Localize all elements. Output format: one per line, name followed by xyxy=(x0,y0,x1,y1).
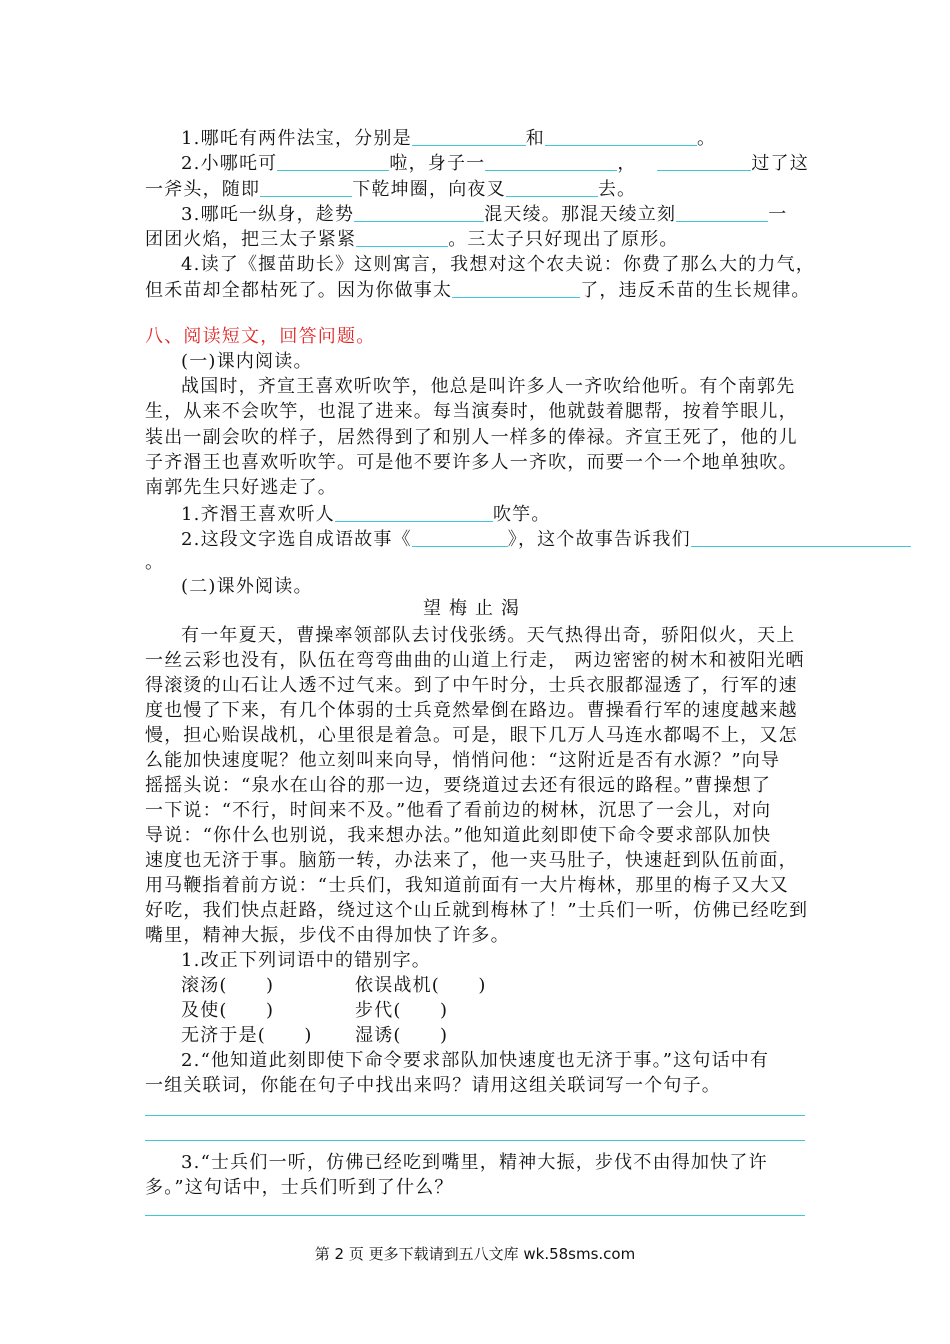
question-3-line-1 xyxy=(181,202,787,226)
page-footer: 第 2 页 更多下载请到五八文库 wk.58sms.com xyxy=(314,1245,636,1263)
passage-2-line: 有一年夏天，曹操率领部队去讨伐张绣。天气热得出奇，骄阳似火，天上 xyxy=(181,625,796,646)
answer-line[interactable] xyxy=(145,1140,805,1141)
passage-1-line: 南郭先生只好逃走了。 xyxy=(145,477,337,498)
q3-text-d: 团团火焰，把三太子紧紧 xyxy=(145,229,357,250)
answer-line[interactable] xyxy=(145,1115,805,1116)
answer-line[interactable] xyxy=(145,1215,805,1216)
part-2-question-1: 1.改正下列词语中的错别字。 xyxy=(181,950,431,971)
q2-blank-1[interactable] xyxy=(277,151,389,171)
passage-2-line: 一丝云彩也没有，队伍在弯弯曲曲的山道上行走， 两边密密的树木和被阳光晒 xyxy=(145,650,805,671)
part-1-question-2-end: 。 xyxy=(145,552,165,573)
q2-blank-3[interactable] xyxy=(657,151,751,171)
p1q1-blank[interactable] xyxy=(335,502,493,522)
passage-1-line: 子齐湣王也喜欢听吹竽。可是他不要许多人一齐吹，而要一个一个地单独吹。 xyxy=(145,452,798,473)
part-2-question-3-line: 多。”这句话中，士兵们听到了什么？ xyxy=(145,1177,454,1198)
q1-blank-2[interactable] xyxy=(545,126,697,146)
q3-text-e: 。三太子只好现出了原形。 xyxy=(448,229,679,250)
q3-text-c: 一 xyxy=(768,204,788,225)
passage-2-line: 么能加快速度呢？他立刻叫来向导，悄悄问他：“这附近是否有水源？”向导 xyxy=(145,750,781,771)
passage-2-line: 用马鞭指着前方说：“士兵们，我知道前面有一大片梅林，那里的梅子又大又 xyxy=(145,875,789,896)
part-1-question-1 xyxy=(181,502,551,526)
question-4-line-1 xyxy=(181,253,815,277)
passage-2-line: 慢，担心贻误战机，心里很是着急。可是，眼下几万人马连水都喝不上，又怎 xyxy=(145,725,798,746)
passage-2-line: 摇摇头说：“泉水在山谷的那一边，要绕道过去还有很远的路程。”曹操想了 xyxy=(145,775,772,796)
question-1 xyxy=(181,126,716,150)
part-2-question-3-line: 3.“士兵们一听，仿佛已经吃到嘴里，精神大振，步伐不由得加快了许 xyxy=(181,1152,768,1173)
part-1-label: (一)课内阅读。 xyxy=(181,351,313,372)
q2-text-f: 下乾坤圈，向夜叉 xyxy=(352,179,506,200)
correction-word[interactable]: 无济于是( ) xyxy=(181,1025,313,1046)
q4-text-b: 但禾苗却全都枯死了。因为你做事太 xyxy=(145,280,453,301)
q3-blank-1[interactable] xyxy=(354,202,484,222)
correction-word[interactable]: 及使( ) xyxy=(181,1000,275,1021)
p1q1-text: 1.齐湣王喜欢听人 xyxy=(181,504,335,525)
q3-text: 3.哪吒一纵身，趁势 xyxy=(181,204,355,225)
q2-blank-5[interactable] xyxy=(506,177,598,197)
correction-word[interactable]: 湿诱( ) xyxy=(355,1025,449,1046)
part-2-question-2-line: 一组关联词，你能在句子中找出来吗？请用这组关联词写一个句子。 xyxy=(145,1075,721,1096)
p1q2-blank-1[interactable] xyxy=(412,527,508,547)
passage-1-line: 生，从来不会吹竽，也混了进来。每当演奏时，他就鼓着腮帮，按着竽眼儿， xyxy=(145,401,798,422)
correction-word[interactable]: 滚汤( ) xyxy=(181,975,275,996)
section-heading: 八、阅读短文，回答问题。 xyxy=(145,326,376,347)
passage-2-line: 导说：“你什么也别说，我来想办法。”他知道此刻即使下命令要求部队加快 xyxy=(145,825,772,846)
correction-word[interactable]: 依误战机( ) xyxy=(355,975,487,996)
q1-blank-1[interactable] xyxy=(412,126,526,146)
passage-2-line: 度也慢了下来，有几个体弱的士兵竟然晕倒在路边。曹操看行军的速度越来越 xyxy=(145,700,798,721)
q2-text-b: 啦，身子一 xyxy=(389,153,486,174)
passage-2-line: 嘴里，精神大振，步伐不由得加快了许多。 xyxy=(145,925,510,946)
q2-text-e: 一斧头，随即 xyxy=(145,179,261,200)
story-title: 望梅止渴 xyxy=(423,598,527,619)
passage-2-line: 得滚烫的山石让人透不过气来。到了中午时分，士兵衣服都湿透了，行军的速 xyxy=(145,675,798,696)
q4-blank-1[interactable] xyxy=(452,278,580,298)
q2-text-g: 去。 xyxy=(597,179,637,200)
question-4-line-2 xyxy=(145,278,811,302)
part-2-question-2-line: 2.“他知道此刻即使下命令要求部队加快速度也无济于事。”这句话中有 xyxy=(181,1050,770,1071)
q2-text-c: ， xyxy=(617,153,637,174)
question-2-line-1 xyxy=(181,151,809,175)
p1q1-text-b: 吹竽。 xyxy=(492,504,551,525)
q2-text: 2.小哪吒可 xyxy=(181,153,278,174)
p1q2-blank-2[interactable] xyxy=(691,527,911,547)
q1-text: 1.哪吒有两件法宝，分别是 xyxy=(181,128,412,149)
q3-blank-2[interactable] xyxy=(676,202,768,222)
part-1-question-2 xyxy=(181,527,911,551)
passage-2-line: 好吃，我们快点赶路，绕过这个山丘就到梅林了！”士兵们一听，仿佛已经吃到 xyxy=(145,900,809,921)
passage-2-line: 速度也无济于事。脑筋一转，办法来了，他一夹马肚子，快速赶到队伍前面， xyxy=(145,850,798,871)
q1-text-c: 。 xyxy=(696,128,717,149)
q2-text-d: 过了这 xyxy=(751,153,809,174)
correction-word[interactable]: 步代( ) xyxy=(355,1000,449,1021)
q2-blank-2[interactable] xyxy=(485,151,617,171)
p1q2-text-b: 》，这个故事告诉我们 xyxy=(507,529,691,550)
passage-1-line: 装出一副会吹的样子，居然得到了和别人一样多的俸禄。齐宣王死了，他的儿 xyxy=(145,427,798,448)
q3-blank-3[interactable] xyxy=(356,227,448,247)
part-2-label: (二)课外阅读。 xyxy=(181,576,313,597)
p1q2-text: 2.这段文字选自成语故事《 xyxy=(181,529,412,550)
q3-text-b: 混天绫。那混天绫立刻 xyxy=(484,204,677,225)
question-3-line-2 xyxy=(145,227,679,251)
question-2-line-2 xyxy=(145,177,636,201)
q4-text: 4.读了《揠苗助长》这则寓言，我想对这个农夫说：你费了那么大的力气， xyxy=(181,254,815,275)
q2-blank-4[interactable] xyxy=(260,177,352,197)
q1-text-b: 和 xyxy=(525,128,545,149)
passage-2-line: 一下说：“不行，时间来不及。”他看了看前边的树林，沉思了一会儿，对向 xyxy=(145,800,772,821)
q4-text-c: 了，违反禾苗的生长规律。 xyxy=(580,280,811,301)
passage-1-line: 战国时，齐宣王喜欢听吹竽，他总是叫许多人一齐吹给他听。有个南郭先 xyxy=(181,376,796,397)
